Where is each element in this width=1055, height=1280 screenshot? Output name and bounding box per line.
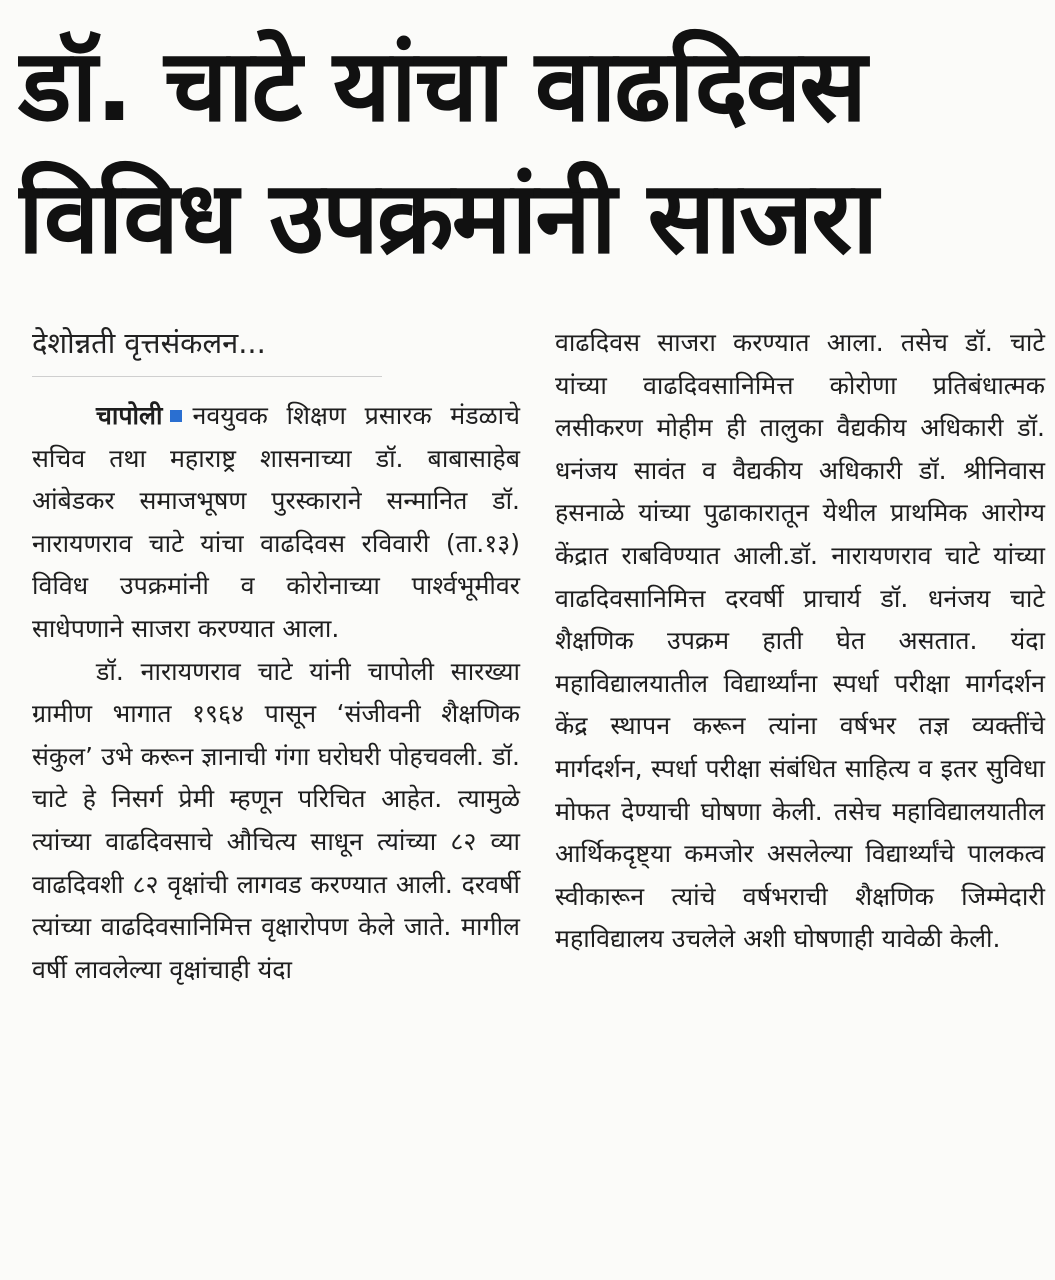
lead-text: नवयुवक शिक्षण प्रसारक मंडळाचे सचिव तथा महाराष्ट्र शासनाच्या डॉ. बाबासाहेब आंबेडकर समाजभूषण पुरस्काराने सन्मानित डॉ. नारायणराव चाटे यांचा वाढदिवस रविवारी (ता.१३) विविध उपक्रमांनी व कोरोनाच्या पार्श्वभूमीवर साधेपणाने साजरा करण्यात आला. xyxy=(32,401,520,643)
article-column-right xyxy=(555,322,1045,961)
byline-divider xyxy=(32,376,382,377)
dateline: चापोली xyxy=(96,401,163,430)
paragraph-2: डॉ. नारायणराव चाटे यांनी चापोली सारख्या ग्रामीण भागात १९६४ पासून ‘संजीवनी शैक्षणिक संकुल’ उभे करून ज्ञानाची गंगा घरोघरी पोहचवली. डॉ. चाटे हे निसर्ग प्रेमी म्हणून परिचित आहेत. त्यामुळे त्यांच्या वाढदिवसाचे औचित्य साधून त्यांच्या ८२ व्या वाढदिवशी ८२ वृक्षांची लागवड करण्यात आली. दरवर्षी त्यांच्या वाढदिवसानिमित्त वृक्षारोपण केले जाते. मागील वर्षी लावलेल्या वृक्षांचाही यंदा xyxy=(32,656,520,984)
headline xyxy=(18,20,1043,284)
article-column-left xyxy=(32,322,520,991)
paragraph-continued: वाढदिवस साजरा करण्यात आला. तसेच डॉ. चाटे यांच्या वाढदिवसानिमित्त कोरोणा प्रतिबंधात्मक लसीकरण मोहीम ही तालुका वैद्यकीय अधिकारी डॉ. धनंजय सावंत व वैद्यकीय अधिकारी डॉ. श्रीनिवास हसनाळे यांच्या पुढाकारातून येथील प्राथमिक आरोग्य केंद्रात राबविण्यात आली.डॉ. नारायणराव चाटे यांच्या वाढदिवसानिमित्त दरवर्षी प्राचार्य डॉ. धनंजय चाटे शैक्षणिक उपक्रम हाती घेत असतात. यंदा महाविद्यालयातील विद्यार्थ्यांना स्पर्धा परीक्षा मार्गदर्शन केंद्र स्थापन करून त्यांना वर्षभर तज्ञ व्यक्तींचे मार्गदर्शन, स्पर्धा परीक्षा संबंधित साहित्य व इतर सुविधा मोफत देण्याची घोषणा केली. तसेच महाविद्यालयातील आर्थिकदृष्ट्या कमजोर असलेल्या विद्यार्थ्यांचे पालकत्व स्वीकारून त्यांचे वर्षभराची शैक्षणिक जिम्मेदारी महाविद्यालय उचलेले अशी घोषणाही यावेळी केली. xyxy=(555,328,1045,954)
headline-line-2: विविध उपक्रमांनी साजरा xyxy=(18,159,877,276)
lead-paragraph xyxy=(32,395,520,651)
dateline-bullet-icon xyxy=(170,410,182,422)
headline-line-1: डॉ. चाटे यांचा वाढदिवस xyxy=(18,27,865,144)
byline: देशोन्नती वृत्तसंकलन... xyxy=(32,326,266,360)
